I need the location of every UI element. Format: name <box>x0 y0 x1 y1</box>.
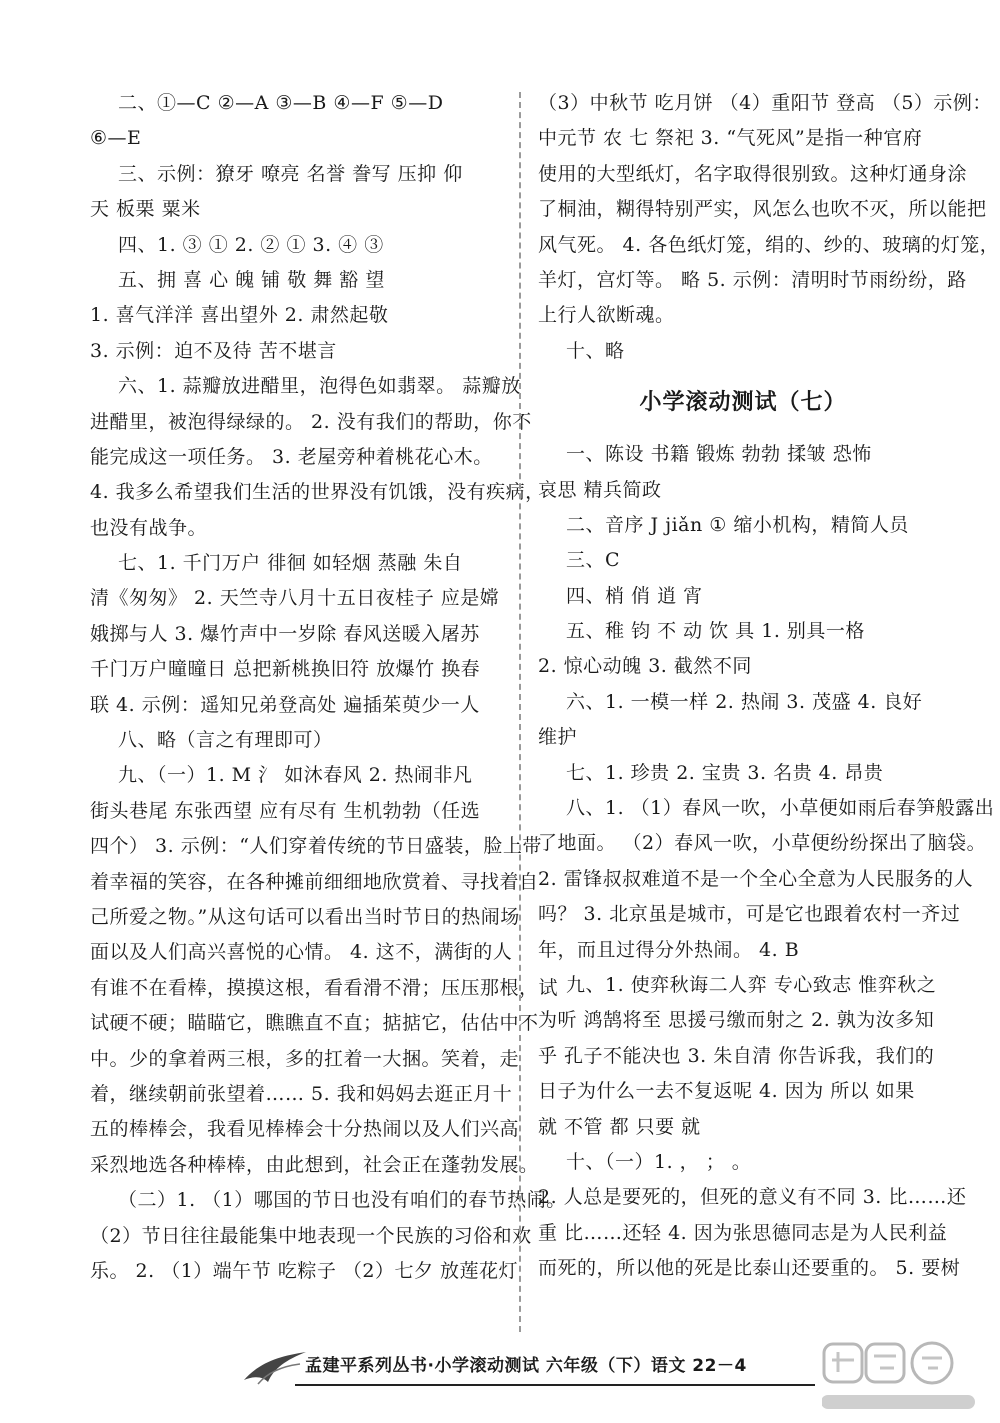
watermark-logo <box>822 1340 982 1420</box>
answer-line: 风气死。 4. 各色纸灯笼，绢的、纱的、玻璃的灯笼， <box>538 233 1000 256</box>
answer-line: 2. 惊心动魄 3. 截然不同 <box>538 655 752 678</box>
answer-line: 四个） 3. 示例：“人们穿着传统的节日盛装，脸上带 <box>90 835 542 858</box>
answer-line: 上行人欲断魂。 <box>538 304 675 327</box>
answer-line: 一、陈设 书籍 锻炼 勃勃 揉皱 恐怖 <box>566 443 872 466</box>
answer-line: （2）节日往往最能集中地表现一个民族的习俗和欢 <box>90 1224 532 1247</box>
answer-line: 维护 <box>538 726 578 749</box>
answer-line: 九、（一）1. M 氵 如沐春风 2. 热闹非凡 <box>118 764 473 787</box>
answer-line: 联 4. 示例：遥知兄弟登高处 遍插茱萸少一人 <box>90 693 480 716</box>
answer-line: 也没有战争。 <box>90 516 208 539</box>
answer-line: 4. 我多么希望我们生活的世界没有饥饿，没有疾病， <box>90 481 545 504</box>
answer-line: 七、1. 千门万户 徘徊 如轻烟 蒸融 朱自 <box>118 552 463 575</box>
answer-line: 己所爱之物。”从这句话可以看出当时节日的热闹场 <box>90 905 520 928</box>
answer-line: 有谁不在看棒，摸摸这根，看看滑不滑；压压那根，试 <box>90 976 559 999</box>
answer-line: 中元节 农 七 祭祀 3. “气死风”是指一种官府 <box>538 127 923 150</box>
answer-line: 了地面。 （2）春风一吹，小草便纷纷探出了脑袋。 <box>538 832 987 855</box>
column-divider <box>519 92 521 1332</box>
answer-line: 着幸福的笑容，在各种摊前细细地欣赏着、寻找着自 <box>90 870 539 893</box>
answer-line: 着，继续朝前张望着…… 5. 我和妈妈去逛正月十 <box>90 1082 513 1105</box>
answer-line: 九、1. 使弈秋诲二人弈 专心致志 惟弈秋之 <box>566 973 937 996</box>
answer-line: 六、1. 一模一样 2. 热闹 3. 茂盛 4. 良好 <box>566 690 923 713</box>
answer-line: 四、梢 俏 逍 宵 <box>566 584 703 607</box>
answer-line: 七、1. 珍贵 2. 宝贵 3. 名贵 4. 昂贵 <box>566 761 884 784</box>
answer-line: 五的棒棒会，我看见棒棒会十分热闹以及人们兴高 <box>90 1118 520 1141</box>
answer-line: 五、稚 钧 不 动 饮 具 1. 别具一格 <box>566 620 865 643</box>
answer-line: 而死的，所以他的死是比泰山还要重的。 5. 要树 <box>538 1257 961 1280</box>
answer-line: 清《匆匆》 2. 天竺寺八月十五日夜桂子 应是嫦 <box>90 587 500 610</box>
answer-line: 中。少的拿着两三根，多的扛着一大捆。笑着，走 <box>90 1047 520 1070</box>
answer-line: 十、（一）1. ， ； 。 <box>566 1150 752 1173</box>
answer-line: 街头巷尾 东张西望 应有尽有 生机勃勃（任选 <box>90 799 481 822</box>
answer-line: 天 板栗 粟米 <box>90 198 201 221</box>
answer-line: 面以及人们高兴喜悦的心情。 4. 这不，满街的人 <box>90 941 513 964</box>
answer-line: 四、1. ③ ① 2. ② ① 3. ④ ③ <box>118 233 384 256</box>
answer-line: 八、略（言之有理即可） <box>118 729 333 752</box>
answer-line: 二、①—C ②—A ③—B ④—F ⑤—D <box>118 92 444 114</box>
answer-line: 三、示例：獠牙 嘹亮 名誉 誊写 压抑 仰 <box>118 162 463 185</box>
footer-series-title: 孟建平系列丛书·小学滚动测试 六年级（下）语文 22－4 <box>305 1356 747 1376</box>
answer-line: 重 比……还轻 4. 因为张思德同志是为人民利益 <box>538 1221 948 1244</box>
answer-line: 哀思 精兵简政 <box>538 478 662 501</box>
section-title: 小学滚动测试（七） <box>639 390 847 416</box>
answer-line: 年，而且过得分外热闹。 4. B <box>538 938 800 961</box>
answer-line: （二）1. （1）哪国的节日也没有咱们的春节热闹。 <box>118 1189 566 1212</box>
answer-line: 能完成这一项任务。 3. 老屋旁种着桃花心木。 <box>90 445 493 468</box>
footer-rule <box>295 1384 815 1386</box>
right-column <box>538 86 1000 1287</box>
answer-line: 采烈地选各种棒棒，由此想到，社会正在蓬勃发展。 <box>90 1153 539 1176</box>
answer-line: 2. 人总是要死的，但死的意义有不同 3. 比……还 <box>538 1186 967 1209</box>
answer-line: 了桐油，糊得特别严实，风怎么也吹不灭，所以能把 <box>538 198 987 221</box>
answer-line: 六、1. 蒜瓣放进醋里，泡得色如翡翠。 蒜瓣放 <box>118 375 521 398</box>
answer-line: 为听 鸿鹄将至 思援弓缴而射之 2. 孰为汝多知 <box>538 1009 935 1032</box>
answer-line: 就 不管 都 只要 就 <box>538 1115 701 1138</box>
answer-line: 三、C <box>566 549 621 572</box>
answer-line: 娥掷与人 3. 爆竹声中一岁除 春风送暖入屠苏 <box>90 622 480 645</box>
answer-line: 十、略 <box>566 339 625 362</box>
right-column-part-a <box>538 86 1000 369</box>
answer-line: 乎 孔子不能决也 3. 朱自清 你告诉我，我们的 <box>538 1044 935 1067</box>
answer-line: 使用的大型纸灯，名字取得很别致。这种灯通身涂 <box>538 162 968 185</box>
answer-line: 八、1. （1）春风一吹，小草便如雨后春笋般露出 <box>566 797 995 820</box>
answer-line: 羊灯，宫灯等。 略 5. 示例：清明时节雨纷纷，路 <box>538 268 967 291</box>
answer-line: 乐。 2. （1）端午节 吃粽子 （2）七夕 放莲花灯 <box>90 1259 519 1282</box>
answer-line: 日子为什么一去不复返呢 4. 因为 所以 如果 <box>538 1080 915 1103</box>
answer-line: ⑥—E <box>90 127 142 150</box>
right-column-part-b <box>538 437 995 1286</box>
answer-line: 进醋里，被泡得绿绿的。 2. 没有我们的帮助，你不 <box>90 410 532 433</box>
answer-line: 吗？ 3. 北京虽是城市，可是它也跟着农村一齐过 <box>538 903 961 926</box>
answer-line: 3. 示例：迫不及待 苦不堪言 <box>90 339 337 362</box>
answer-line: （3）中秋节 吃月饼 （4）重阳节 登高 （5）示例： <box>538 92 992 114</box>
answer-line: 2. 雷锋叔叔难道不是一个全心全意为人民服务的人 <box>538 867 974 890</box>
answer-line: 五、拥 喜 心 魄 铺 敬 舞 豁 望 <box>118 268 385 291</box>
answer-line: 试硬不硬；瞄瞄它，瞧瞧直不直；掂掂它，估估中不 <box>90 1012 539 1035</box>
answer-line: 千门万户曈曈日 总把新桃换旧符 放爆竹 换春 <box>90 658 481 681</box>
answer-line: 二、音序 J jiǎn ① 缩小机构，精简人员 <box>566 513 909 536</box>
answer-line: 1. 喜气洋洋 喜出望外 2. 肃然起敬 <box>90 304 389 327</box>
